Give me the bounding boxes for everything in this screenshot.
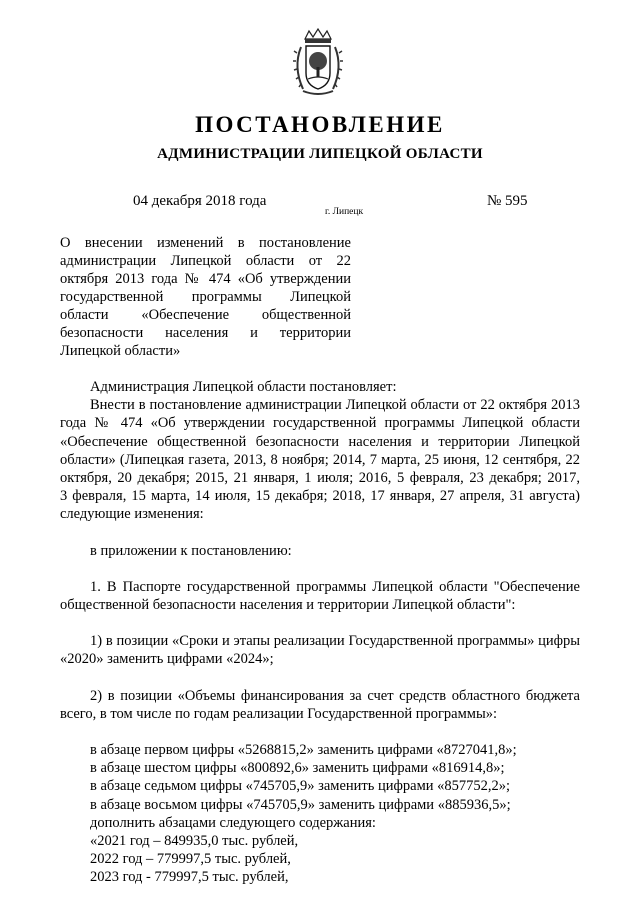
list-item: дополнить абзацами следующего содержания: [90,814,376,831]
regarding-line: октября 2013 года № 474 «Об утверждении [60,271,351,287]
list-item: 2023 год - 779997,5 тыс. рублей, [90,869,289,886]
paragraph-line: следующие изменения: [60,506,204,523]
list-item: в абзаце седьмом цифры «745705,9» заменить цифрами «857752,2»; [90,778,511,795]
amendment-list [60,741,580,887]
paragraph-line: «2020» заменить цифрами «2024»; [60,651,274,668]
regarding-line: области «Обеспечение общественной [60,307,351,323]
document-title: ПОСТАНОВЛЕНИЕ [195,112,445,137]
paragraph-line: области» (Липецкая газета, 2013, 8 ноября; 2014, 7 марта, 25 июня, 12 сентября, 22 [60,451,580,468]
regarding-line: государственной программы Липецкой [60,289,351,305]
document-number: № 595 [487,193,528,209]
regarding-line: Липецкой области» [60,343,181,359]
list-item: в абзаце восьмом цифры «745705,9» заменить цифрами «885936,5»; [90,796,511,813]
paragraph-line: 1) в позиции «Сроки и этапы реализации Государственной программы» цифры [90,633,580,650]
document-city: г. Липецк [325,207,364,217]
paragraph-line: 3 февраля, 15 марта, 14 июля, 15 декабря; 2018, 17 января, 27 апреля, 31 августа) [60,488,580,505]
intro-paragraph: Администрация Липецкой области постановляет: [90,379,397,395]
main-paragraph [60,396,580,523]
paragraph-line: года № 474 «Об утверждении государственной программы Липецкой области [60,415,580,432]
subpoint-1-paragraph [60,632,580,668]
coat-of-arms-icon [291,27,345,99]
list-item: в абзаце первом цифры «5268815,2» заменить цифрами «8727041,8»; [90,742,517,759]
subpoint-2-paragraph [60,687,580,723]
list-item: «2021 год – 849935,0 тыс. рублей, [90,833,299,850]
document-body [60,378,580,887]
list-item: в абзаце шестом цифры «800892,6» заменить цифрами «816914,8»; [90,760,505,777]
point-1-paragraph [60,578,580,614]
regarding-line: администрации Липецкой области от 22 [60,253,351,269]
document-subtitle: АДМИНИСТРАЦИИ ЛИПЕЦКОЙ ОБЛАСТИ [157,146,483,162]
document-date: 04 декабря 2018 года [133,193,267,209]
regarding-block [60,234,351,360]
paragraph-line: 1. В Паспорте государственной программы Липецкой области "Обеспечение [90,578,580,595]
regarding-line: О внесении изменений в постановление [60,235,351,251]
paragraph-line: общественной безопасности населения и территории Липецкой области": [60,597,516,614]
paragraph-line: Внести в постановление администрации Липецкой области от 22 октября 2013 [90,397,580,414]
paragraph-line: «Обеспечение общественной безопасности населения и территории Липецкой [60,433,580,450]
paragraph-line: 2) в позиции «Объемы финансирования за счет средств областного бюджета [90,687,580,704]
regarding-line: безопасности населения и территории [60,325,351,341]
paragraph-line: всего, в том числе по годам реализации Государственной программы»: [60,705,497,722]
appendix-paragraph: в приложении к постановлению: [90,542,292,559]
list-item: 2022 год – 779997,5 тыс. рублей, [90,851,291,868]
paragraph-line: октября, 20 декабря; 2015, 21 января, 1 июля; 2016, 5 февраля, 23 декабря; 2017, [60,470,580,487]
